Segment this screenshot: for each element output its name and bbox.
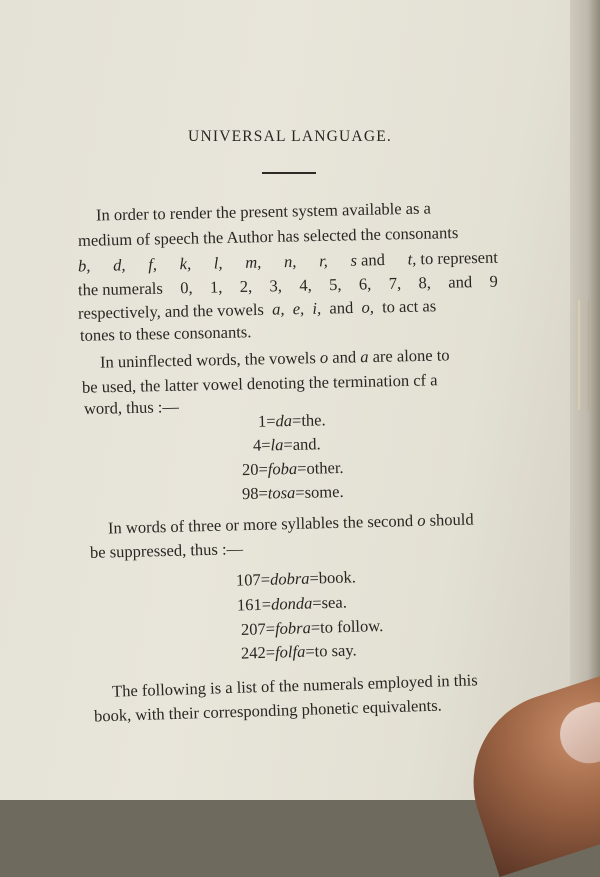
equals-sign: = xyxy=(261,594,272,614)
example-number: 98 xyxy=(241,483,259,504)
equals-sign: = xyxy=(296,458,307,478)
example-meaning: and. xyxy=(292,434,321,454)
equals-sign: = xyxy=(258,459,269,479)
example-meaning: to follow. xyxy=(319,616,384,637)
example-number: 242 xyxy=(240,642,267,663)
example-meaning: sea. xyxy=(321,592,348,613)
para4-line2: book, with their corresponding phonetic equivalents. xyxy=(93,695,443,726)
example-meaning: the. xyxy=(301,410,326,430)
example-word: folfa xyxy=(274,641,306,662)
example-word: tosa xyxy=(267,482,296,503)
equals-sign: = xyxy=(305,641,315,661)
example-number: 107 xyxy=(235,569,262,590)
example-word: donda xyxy=(270,593,313,614)
example-row xyxy=(253,434,321,455)
example-number: 4 xyxy=(252,435,262,455)
para1-line1: In order to render the present system available as a xyxy=(95,198,432,225)
equals-sign: = xyxy=(265,619,276,639)
para1-line5: respectively, and the vowels a, e, i, and o, to act as xyxy=(77,296,437,323)
example-meaning: book. xyxy=(318,567,357,588)
example-row xyxy=(237,592,347,615)
equals-sign: = xyxy=(312,593,322,613)
equals-sign: = xyxy=(261,435,271,455)
example-row xyxy=(242,458,344,480)
example-row xyxy=(258,410,326,431)
equals-sign: = xyxy=(265,642,276,662)
equals-sign: = xyxy=(295,482,305,502)
para2-line1: In uninflected words, the vowels o and a are alone to xyxy=(99,345,450,372)
example-word: fobra xyxy=(274,618,312,639)
example-row xyxy=(241,640,357,663)
equals-sign: = xyxy=(283,434,293,455)
para3-line2: be suppressed, thus :— xyxy=(89,539,244,562)
example-word: da xyxy=(275,410,293,431)
example-meaning: some. xyxy=(304,481,344,502)
example-meaning: other. xyxy=(306,457,344,478)
para4-line1: The following is a list of the numerals employed in this xyxy=(111,670,478,701)
title-rule xyxy=(262,172,316,174)
para3-line1: In words of three or more syllables the second o should xyxy=(107,509,474,538)
example-row xyxy=(241,616,384,640)
para1-line6: tones to these consonants. xyxy=(79,322,252,345)
equals-sign: = xyxy=(258,483,269,503)
para2-line3: word, thus :— xyxy=(83,397,180,418)
equals-sign: = xyxy=(309,568,320,588)
example-row xyxy=(236,567,356,590)
equals-sign: = xyxy=(310,617,321,638)
binding-thread xyxy=(578,300,589,410)
para1-line4: the numerals 0, 1, 2, 3, 4, 5, 6, 7, 8, and 9 xyxy=(77,271,499,300)
example-word: la xyxy=(270,435,284,455)
example-meaning: to say. xyxy=(314,640,357,661)
example-word: foba xyxy=(267,458,298,479)
page-title: UNIVERSAL LANGUAGE. xyxy=(188,128,392,145)
para2-line2: be used, the latter vowel denoting the termination cf a xyxy=(81,370,438,397)
equals-sign: = xyxy=(266,411,276,431)
example-number: 207 xyxy=(240,619,267,639)
para1-line2: medium of speech the Author has selected the consonants xyxy=(77,223,459,250)
example-number: 20 xyxy=(241,459,259,480)
example-number: 161 xyxy=(236,594,263,615)
equals-sign: = xyxy=(291,410,302,430)
para1-line3: b, d, f, k, l, m, n, r, s and t, to represent xyxy=(77,247,499,276)
example-word: dobra xyxy=(269,568,310,589)
example-number: 1 xyxy=(257,411,267,431)
example-row xyxy=(242,482,344,504)
equals-sign: = xyxy=(260,569,271,589)
